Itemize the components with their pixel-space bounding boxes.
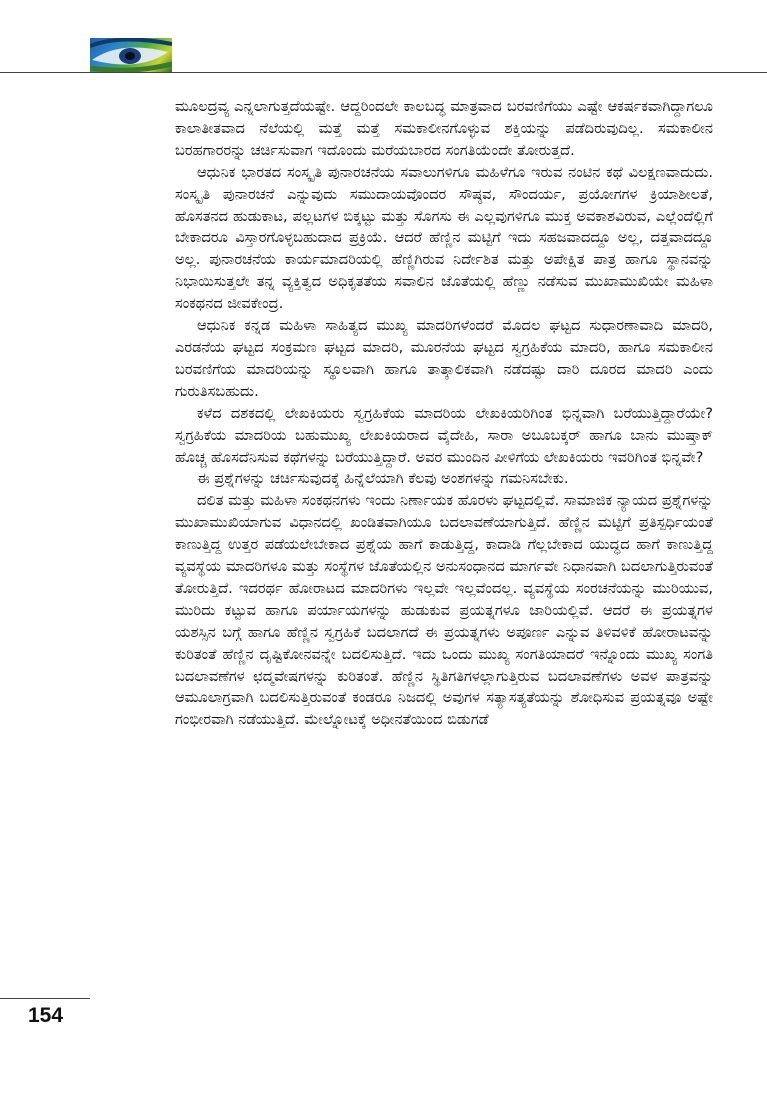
paragraph: ಮೂಲದ್ರವ್ಯ ಎನ್ನಲಾಗುತ್ತದೆಯಷ್ಟೇ. ಆದ್ದರಿಂದಲೇ ಕಾಲಬದ್ಧ ಮಾತ್ರವಾದ ಬರವಣಿಗೆಯು ಎಷ್ಟೇ ಆಕರ್ಷಕವಾಗಿದ್ದಾಗಲೂ ಕಾಲಾತೀತವಾದ ನೆಲೆಯಲ್ಲಿ ಮತ್ತೆ ಮತ್ತೆ ಸಮಕಾಲೀನಗೊಳ್ಳುವ ಶಕ್ತಿಯನ್ನು ಪಡೆದಿರುವುದಿಲ್ಲ. ಸಮಕಾಲೀನ ಬರಹಗಾರರನ್ನು ಚರ್ಚಿಸುವಾಗ ಇದೊಂದು ಮರೆಯಬಾರದ ಸಂಗತಿಯೆಂದೇ ತೋರುತ್ತದೆ.	[175, 98, 713, 159]
footer-rule	[0, 998, 90, 999]
page-number: 154	[28, 1004, 64, 1027]
body-text	[175, 96, 713, 731]
paragraph: ಆಧುನಿಕ ಭಾರತದ ಸಂಸ್ಕೃತಿ ಪುನಾರಚನೆಯ ಸವಾಲುಗಳಿಗೂ ಮಹಿಳೆಗೂ ಇರುವ ನಂಟಿನ ಕಥೆ ವಿಲಕ್ಷಣವಾದುದು. ಸಂಸ್ಕೃತಿ ಪುನಾರಚನೆ ಎನ್ನುವುದು ಸಮುದಾಯವೊಂದರ ಸೌಷ್ಠವ, ಸೌಂದರ್ಯ, ಪ್ರಯೋಗಗಳ ಕ್ರಿಯಾಶೀಲತೆ, ಹೊಸತನದ ಹುಡುಕಾಟ, ಪಲ್ಲಟಗಳ ಬಿಕ್ಕಟ್ಟು ಮತ್ತು ಸೊಗಸು ಈ ಎಲ್ಲವುಗಳಿಗೂ ಮುಕ್ತ ಅವಕಾಶವಿರುವ, ಎಲ್ಲೆಂದೆಲ್ಲಿಗೆ ಬೇಕಾದರೂ ವಿಸ್ತಾರಗೊಳ್ಳಬಹುದಾದ ಪ್ರಕ್ರಿಯೆ. ಆದರೆ ಹೆಣ್ಣಿನ ಮಟ್ಟಿಗೆ ಇದು ಸಹಜವಾದದ್ದೂ ಅಲ್ಲ, ದತ್ತವಾದದ್ದೂ ಅಲ್ಲ. ಪುನಾರಚನೆಯ ಕಾರ್ಯಮಾದರಿಯಲ್ಲಿ ಹೆಣ್ಣಿಗಿರುವ ನಿರ್ದೇಶಿತ ಮತ್ತು ಅಪೇಕ್ಷಿತ ಪಾತ್ರ ಹಾಗೂ ಸ್ಥಾನವನ್ನು ನಿಭಾಯಿಸುತ್ತಲೇ ತನ್ನ ವ್ಯಕ್ತಿತ್ವದ ಅಧಿಕೃತತೆಯ ಸವಾಲಿನ ಜೊತೆಯಲ್ಲಿ ಹೆಣ್ಣು ನಡೆಸುವ ಮುಖಾಮುಖಿಯೇ ಮಹಿಳಾ ಸಂಕಥನದ ಜೀವಕೇಂದ್ರ.	[175, 163, 713, 313]
header-rule	[0, 72, 767, 73]
paragraph: ಕಳೆದ ದಶಕದಲ್ಲಿ ಲೇಖಕಿಯರು ಸ್ವಗ್ರಹಿಕೆಯ ಮಾದರಿಯ ಲೇಖಕಿಯರಿಗಿಂತ ಭಿನ್ನವಾಗಿ ಬರೆಯುತ್ತಿದ್ದಾರೆಯೇ? ಸ್ವಗ್ರಹಿಕೆಯ ಮಾದರಿಯ ಬಹುಮುಖ್ಯ ಲೇಖಕಿಯರಾದ ವೈದೇಹಿ, ಸಾರಾ ಅಬೂಬಕ್ಕರ್ ಹಾಗೂ ಬಾನು ಮುಷ್ತಾಕ್ ಹೊಚ್ಚ ಹೊಸದೆನಿಸುವ ಕಥೆಗಳನ್ನು ಬರೆಯುತ್ತಿದ್ದಾರೆ. ಅವರ ಮುಂದಿನ ಪೀಳಿಗೆಯ ಲೇಖಕಿಯರು ಇವರಿಗಿಂತ ಭಿನ್ನವೇ?	[175, 404, 713, 466]
paragraph: ದಲಿತ ಮತ್ತು ಮಹಿಳಾ ಸಂಕಥನಗಳು ಇಂದು ನಿರ್ಣಾಯಕ ಹೊರಳು ಘಟ್ಟದಲ್ಲಿವೆ. ಸಾಮಾಜಿಕ ನ್ಯಾಯದ ಪ್ರಶ್ನೆಗಳನ್ನು ಮುಖಾಮುಖಿಯಾಗುವ ವಿಧಾನದಲ್ಲಿ ಖಂಡಿತವಾಗಿಯೂ ಬದಲಾವಣೆಯಾಗುತ್ತಿದೆ. ಹೆಣ್ಣಿನ ಮಟ್ಟಿಗೆ ಪ್ರತಿಸ್ಪರ್ಧಿಯಂತೆ ಕಾಣುತ್ತಿದ್ದ ಉತ್ತರ ಪಡೆಯಲೇಬೇಕಾದ ಪ್ರಶ್ನೆಯ ಹಾಗೆ ಕಾಡುತ್ತಿದ್ದ, ಕಾದಾಡಿ ಗೆಲ್ಲಬೇಕಾದ ಯುದ್ಧದ ಹಾಗೆ ಕಾಣುತ್ತಿದ್ದ ವ್ಯವಸ್ಥೆಯ ಮಾದರಿಗಳೂ ಮತ್ತು ಸಂಸ್ಥೆಗಳ ಜೊತೆಯಲ್ಲಿನ ಅನುಸಂಧಾನದ ಮಾರ್ಗವೇ ನಿಧಾನವಾಗಿ ಬದಲಾಗುತ್ತಿರುವಂತೆ ತೋರುತ್ತಿದೆ. ಇದರರ್ಥ ಹೋರಾಟದ ಮಾದರಿಗಳು ಇಲ್ಲವೇ ಇಲ್ಲವೆಂದಲ್ಲ. ವ್ಯವಸ್ಥೆಯ ಸಂರಚನೆಯನ್ನು ಮುರಿಯುವ, ಮುರಿದು ಕಟ್ಟುವ ಹಾಗೂ ಪರ್ಯಾಯಗಳನ್ನು ಹುಡುಕುವ ಪ್ರಯತ್ನಗಳೂ ಜಾರಿಯಲ್ಲಿವೆ. ಆದರೆ ಈ ಪ್ರಯತ್ನಗಳ ಯಶಸ್ಸಿನ ಬಗ್ಗೆ ಹಾಗೂ ಹೆಣ್ಣಿನ ಸ್ವಗ್ರಹಿಕೆ ಬದಲಾಗದೆ ಈ ಪ್ರಯತ್ನಗಳು ಅಪೂರ್ಣ ಎನ್ನುವ ತಿಳಿವಳಿಕೆ ಹೋರಾಟವನ್ನು ಕುರಿತಂತೆ ಹೆಣ್ಣಿನ ದೃಷ್ಟಿಕೋನವನ್ನೇ ಬದಲಿಸುತ್ತಿದೆ. ಇದು ಒಂದು ಮುಖ್ಯ ಸಂಗತಿಯಾದರೆ ಇನ್ನೊಂದು ಮುಖ್ಯ ಸಂಗತಿ ಬದಲಾವಣೆಗಳ ಛದ್ಮವೇಷಗಳನ್ನು ಕುರಿತಂತೆ. ಹೆಣ್ಣಿನ ಸ್ಥಿತಿಗತಿಗಳಲ್ಲಾಗುತ್ತಿರುವ ಬದಲಾವಣೆಗಳು ಅವಳ ಪಾತ್ರವನ್ನು ಆಮೂಲಾಗ್ರವಾಗಿ ಬದಲಿಸುತ್ತಿರುವಂತೆ ಕಂಡರೂ ನಿಜದಲ್ಲಿ ಅವುಗಳ ಸತ್ಯಾಸತ್ಯತೆಯನ್ನು ಶೋಧಿಸುವ ಪ್ರಯತ್ನವೂ ಅಷ್ಟೇ ಗಂಭೀರವಾಗಿ ನಡೆಯುತ್ತಿದೆ. ಮೇಲ್ನೋಟಕ್ಕೆ ಅಧೀನತೆಯಿಂದ ಬಿಡುಗಡೆ	[175, 492, 713, 729]
paragraph: ಈ ಪ್ರಶ್ನೆಗಳನ್ನು ಚರ್ಚಿಸುವುದಕ್ಕೆ ಹಿನ್ನೆಲೆಯಾಗಿ ಕೆಲವು ಅಂಶಗಳನ್ನು ಗಮನಿಸಬೇಕು.	[197, 470, 569, 488]
paragraph: ಆಧುನಿಕ ಕನ್ನಡ ಮಹಿಳಾ ಸಾಹಿತ್ಯದ ಮುಖ್ಯ ಮಾದರಿಗಳೆಂದರೆ ಮೊದಲ ಘಟ್ಟದ ಸುಧಾರಣಾವಾದಿ ಮಾದರಿ, ಎರಡನೆಯ ಘಟ್ಟದ ಸಂಕ್ರಮಣ ಘಟ್ಟದ ಮಾದರಿ, ಮೂರನೆಯ ಘಟ್ಟದ ಸ್ವಗ್ರಹಿಕೆಯ ಮಾದರಿ, ಹಾಗೂ ಸಮಕಾಲೀನ ಬರವಣಿಗೆಯ ಮಾದರಿಯನ್ನು ಸ್ಥೂಲವಾಗಿ ಹಾಗೂ ತಾತ್ಕಾಲಿಕವಾಗಿ ನಡೆದಷ್ಟು ದಾರಿ ದೂರದ ಮಾದರಿ ಎಂದು ಗುರುತಿಸಬಹುದು.	[175, 317, 713, 400]
eye-logo-image	[90, 38, 172, 72]
